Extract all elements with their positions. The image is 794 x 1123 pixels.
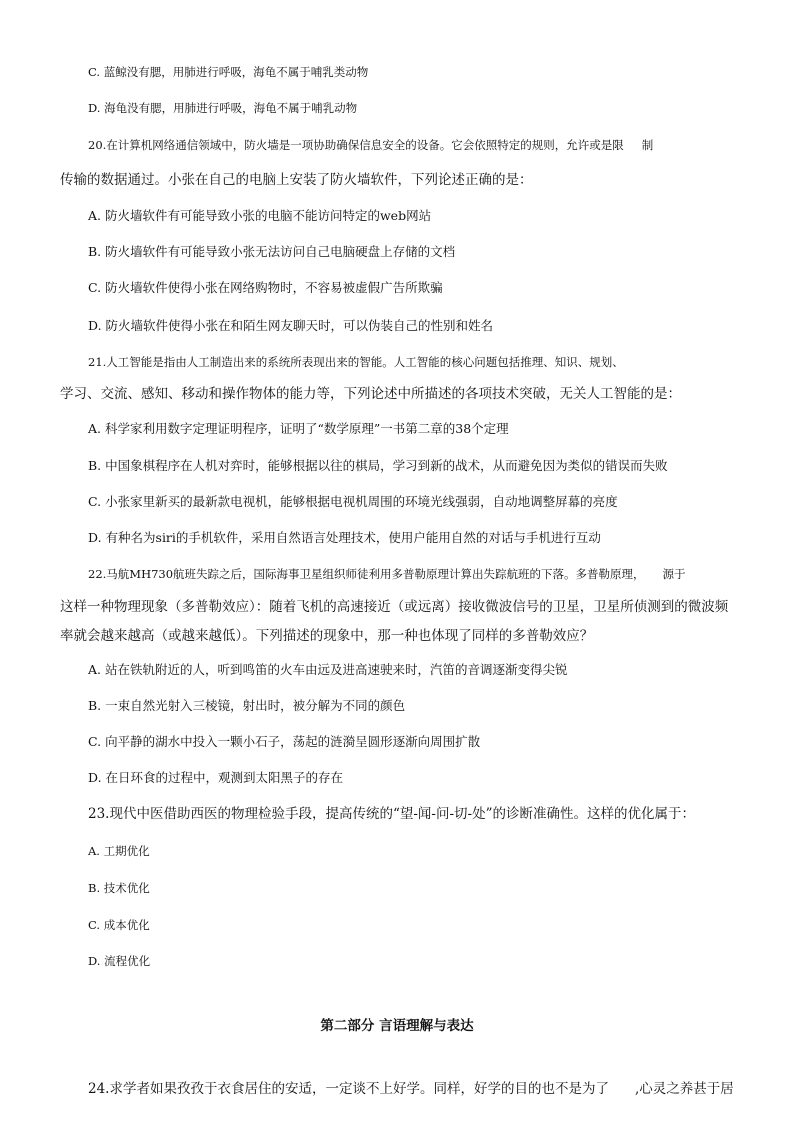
q23-option-d: D. 流程优化	[88, 954, 151, 968]
q23-option-c: C. 成本优化	[88, 918, 150, 932]
section-heading: 第二部分 言语理解与表达	[320, 1018, 474, 1034]
q24-stem-line1	[88, 1081, 734, 1097]
q22-option-d: D. 在日环食的过程中，观测到太阳黑子的存在	[88, 770, 344, 785]
q23-option-b: B. 技术优化	[88, 881, 150, 895]
q20-stem-part2: 制	[641, 138, 654, 152]
q20-stem-line2: 传输的数据通过。小张在自己的电脑上安装了防火墙软件，下列论述正确的是：	[60, 172, 533, 188]
q22-option-a: A. 站在铁轨附近的人，听到鸣笛的火车由远及进高速驶来时，汽笛的音调逐渐变得尖锐	[88, 662, 568, 677]
q22-stem-line1	[88, 566, 686, 582]
q21-option-d: D. 有种名为siri的手机软件，采用自然语言处理技术，使用户能用自然的对话与手机进行互动	[88, 530, 601, 545]
q21-stem-line2: 学习、交流、感知、移动和操作物体的能力等，下列论述中所描述的各项技术突破，无关人工智能的是：	[60, 386, 681, 402]
q24-stem-part2: ,心灵之养甚于居	[634, 1081, 734, 1097]
q20-stem-part1: 20.在计算机网络通信领域中，防火墙是一项协助确保信息安全的设备。它会依照特定的规则，允许或是限	[88, 138, 624, 152]
q20-option-d: D. 防火墙软件使得小张在和陌生网友聊天时，可以伪装自己的性别和姓名	[88, 318, 494, 333]
q20-option-a: A. 防火墙软件有可能导致小张的电脑不能访问特定的web网站	[88, 208, 432, 223]
q22-stem-part1: 22.马航MH730航班失踪之后，国际海事卫星组织师徒利用多普勒原理计算出失踪航班的下落。多普勒原理，	[88, 567, 645, 581]
q23-stem: 23.现代中医借助西医的物理检验手段，提高传统的“望-闻-问-切-处”的诊断准确性。这样的优化属于：	[88, 806, 696, 822]
q21-option-c: C. 小张家里新买的最新款电视机，能够根据电视机周围的环境光线强弱，自动地调整屏幕的亮度	[88, 494, 618, 509]
q19-option-c: C. 蓝鲸没有腮，用肺进行呼吸，海龟不属于哺乳类动物	[88, 65, 369, 79]
q24-stem-part1: 24.求学者如果孜孜于衣食居住的安适，一定谈不上好学。同样，好学的目的也不是为了	[88, 1081, 609, 1097]
q23-option-a: A. 工期优化	[88, 844, 150, 858]
q22-option-b: B. 一束自然光射入三棱镜，射出时，被分解为不同的颜色	[88, 698, 406, 713]
q21-option-a: A. 科学家利用数字定理证明程序，证明了“数学原理”一书第二章的38个定理	[88, 421, 509, 436]
q21-option-b: B. 中国象棋程序在人机对弈时，能够根据以往的棋局，学习到新的战术，从而避免因为类似的错误而失败	[88, 458, 668, 473]
q20-option-b: B. 防火墙软件有可能导致小张无法访问自己电脑硬盘上存储的文档	[88, 244, 456, 259]
q20-option-c: C. 防火墙软件使得小张在网络购物时，不容易被虚假广告所欺骗	[88, 280, 443, 295]
q22-stem-part2: 源于	[662, 567, 686, 581]
q20-stem-line1	[88, 137, 653, 153]
q22-option-c: C. 向平静的湖水中投入一颗小石子，荡起的涟漪呈圆形逐渐向周围扩散	[88, 734, 481, 749]
q21-stem-line1: 21.人工智能是指由人工制造出来的系统所表现出来的智能。人工智能的核心问题包括推理、知识、规划、	[88, 355, 624, 369]
q22-stem-line2: 这样一种物理现象（多普勒效应）：随着飞机的高速接近（或远离）接收微波信号的卫星，卫星所侦测到的微波频	[60, 599, 729, 615]
q19-option-d: D. 海龟没有腮，用肺进行呼吸，海龟不属于哺乳动物	[88, 101, 358, 115]
q22-stem-line3: 率就会越来越高（或越来越低）。下列描述的现象中，那一种也体现了同样的多普勒效应？	[60, 628, 594, 644]
